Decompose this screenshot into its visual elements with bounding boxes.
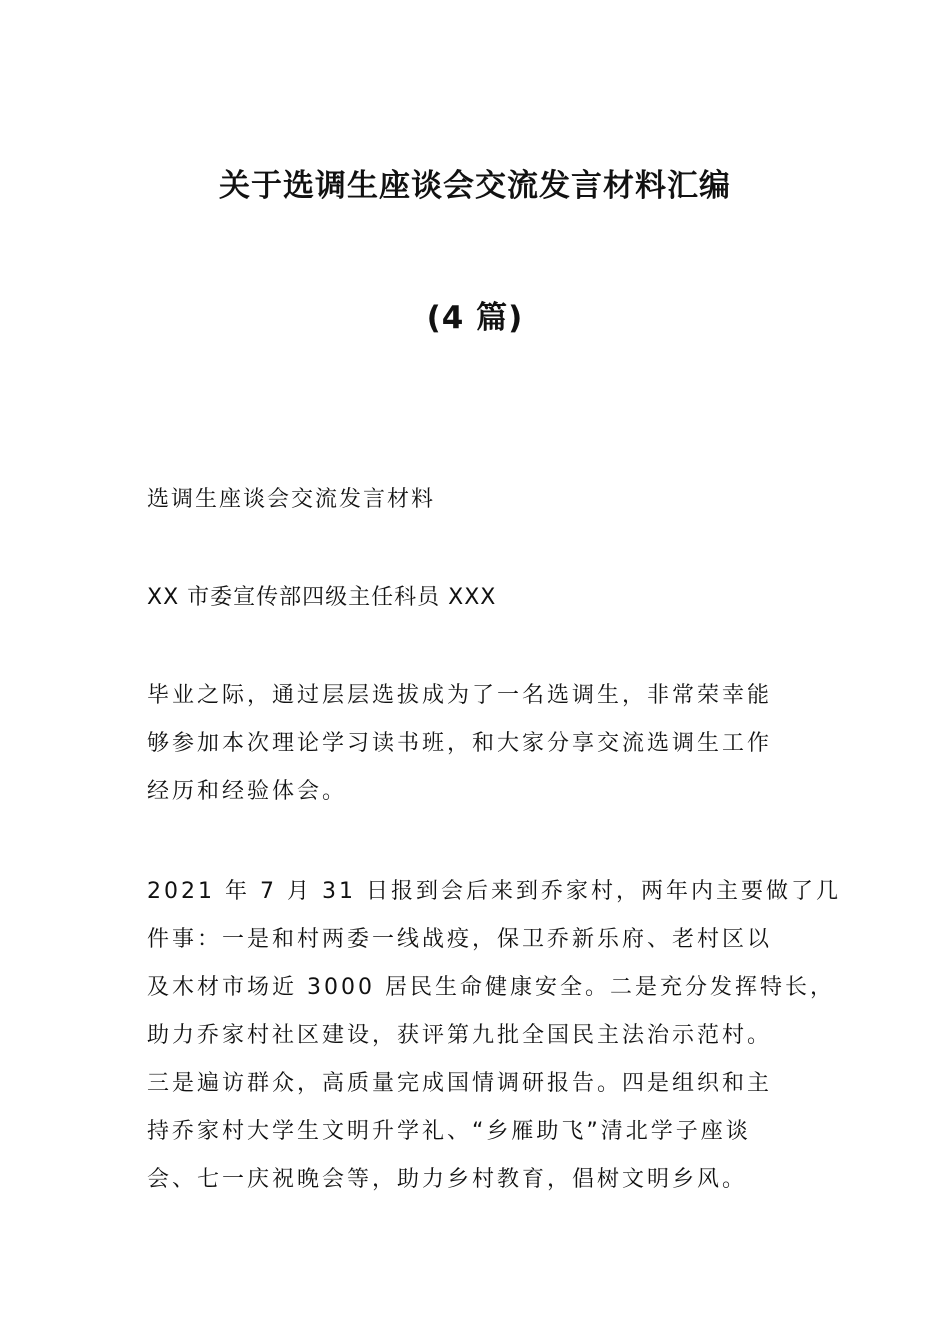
article-heading: 选调生座谈会交流发言材料 xyxy=(147,487,436,512)
paragraph-2-line: 会、七一庆祝晚会等，助力乡村教育，倡树文明乡风。 xyxy=(147,1167,748,1192)
paragraph-1-line: 经历和经验体会。 xyxy=(147,779,348,804)
paragraph-2-line: 持乔家村大学生文明升学礼、“乡雁助飞”清北学子座谈 xyxy=(147,1119,751,1144)
paragraph-2-line: 2021 年 7 月 31 日报到会后来到乔家村，两年内主要做了几 xyxy=(147,879,841,904)
paragraph-1-line: 够参加本次理论学习读书班，和大家分享交流选调生工作 xyxy=(147,731,773,756)
article-author: XX 市委宣传部四级主任科员 XXX xyxy=(147,585,497,610)
paragraph-2-line: 三是遍访群众，高质量完成国情调研报告。四是组织和主 xyxy=(147,1071,773,1096)
paragraph-1 xyxy=(147,672,837,816)
document-subtitle: (4 篇) xyxy=(426,300,524,336)
paragraph-1-line: 毕业之际，通过层层选拔成为了一名选调生，非常荣幸能 xyxy=(147,683,773,708)
paragraph-2-line: 助力乔家村社区建设，获评第九批全国民主法治示范村。 xyxy=(147,1023,773,1048)
paragraph-2 xyxy=(147,868,841,1204)
paragraph-2-line: 及木材市场近 3000 居民生命健康安全。二是充分发挥特长， xyxy=(147,975,835,1000)
document-title: 关于选调生座谈会交流发言材料汇编 xyxy=(219,168,731,204)
paragraph-2-line: 件事：一是和村两委一线战疫，保卫乔新乐府、老村区以 xyxy=(147,927,773,952)
